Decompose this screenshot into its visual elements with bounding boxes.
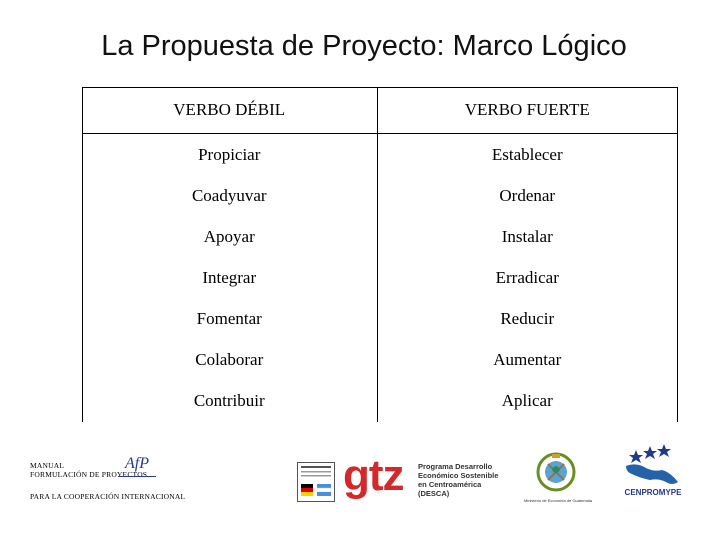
desca-line: Programa Desarrollo — [418, 462, 493, 471]
gtz-logo: gtz — [343, 451, 404, 500]
strong-verb-cell: Aplicar — [377, 381, 677, 422]
table-row — [82, 216, 677, 257]
table-row — [82, 299, 677, 340]
header-weak-verb: VERBO DÉBIL — [82, 87, 377, 134]
strong-verb-cell: Erradicar — [377, 257, 677, 298]
footer-manual-subtitle: FORMULACIÓN DE PROYECTOS — [30, 470, 148, 479]
table-header-row — [82, 87, 677, 134]
desca-line: en Centroamérica — [418, 480, 482, 489]
desca-line: Económico Sostenible — [418, 471, 499, 480]
weak-verb-cell: Coadyuvar — [191, 185, 267, 205]
strong-verb-cell: Reducir — [377, 299, 677, 340]
table-row — [82, 340, 677, 381]
strong-verb-cell: Instalar — [377, 216, 677, 257]
header-strong-verb: VERBO FUERTE — [377, 87, 677, 134]
strong-verb-cell: Establecer — [377, 134, 677, 176]
strong-verb-cell: Aumentar — [377, 340, 677, 381]
afp-logo: AfP — [118, 452, 156, 477]
footer-manual-label: MANUAL — [30, 461, 65, 470]
footer-manual-cooperation: PARA LA COOPERACIÓN INTERNACIONAL — [30, 492, 186, 501]
cenpromype-logo: CENPROMYPE — [624, 488, 682, 497]
guatemala-coat-of-arms-icon — [534, 448, 578, 494]
table-row — [82, 175, 677, 216]
weak-verb-cell: Contribuir — [193, 391, 265, 411]
table-row — [82, 257, 677, 298]
weak-verb-cell: Integrar — [202, 267, 257, 287]
german-cooperation-logo — [297, 462, 335, 502]
cenpromype-map-icon — [622, 442, 684, 490]
weak-verb-cell: Propiciar — [198, 144, 261, 164]
ministerio-caption: Ministerio de Economía de Guatemala — [523, 498, 593, 503]
desca-logo-text — [418, 462, 513, 498]
weak-verb-cell: Colaborar — [195, 350, 264, 370]
table-row — [82, 381, 677, 422]
desca-line: (DESCA) — [418, 489, 450, 498]
table-row — [82, 134, 677, 176]
weak-verb-cell: Apoyar — [203, 226, 255, 246]
verb-table — [82, 87, 677, 422]
slide-title: La Propuesta de Proyecto: Marco Lógico — [101, 30, 627, 62]
weak-verb-cell: Fomentar — [196, 309, 262, 329]
strong-verb-cell: Ordenar — [377, 175, 677, 216]
